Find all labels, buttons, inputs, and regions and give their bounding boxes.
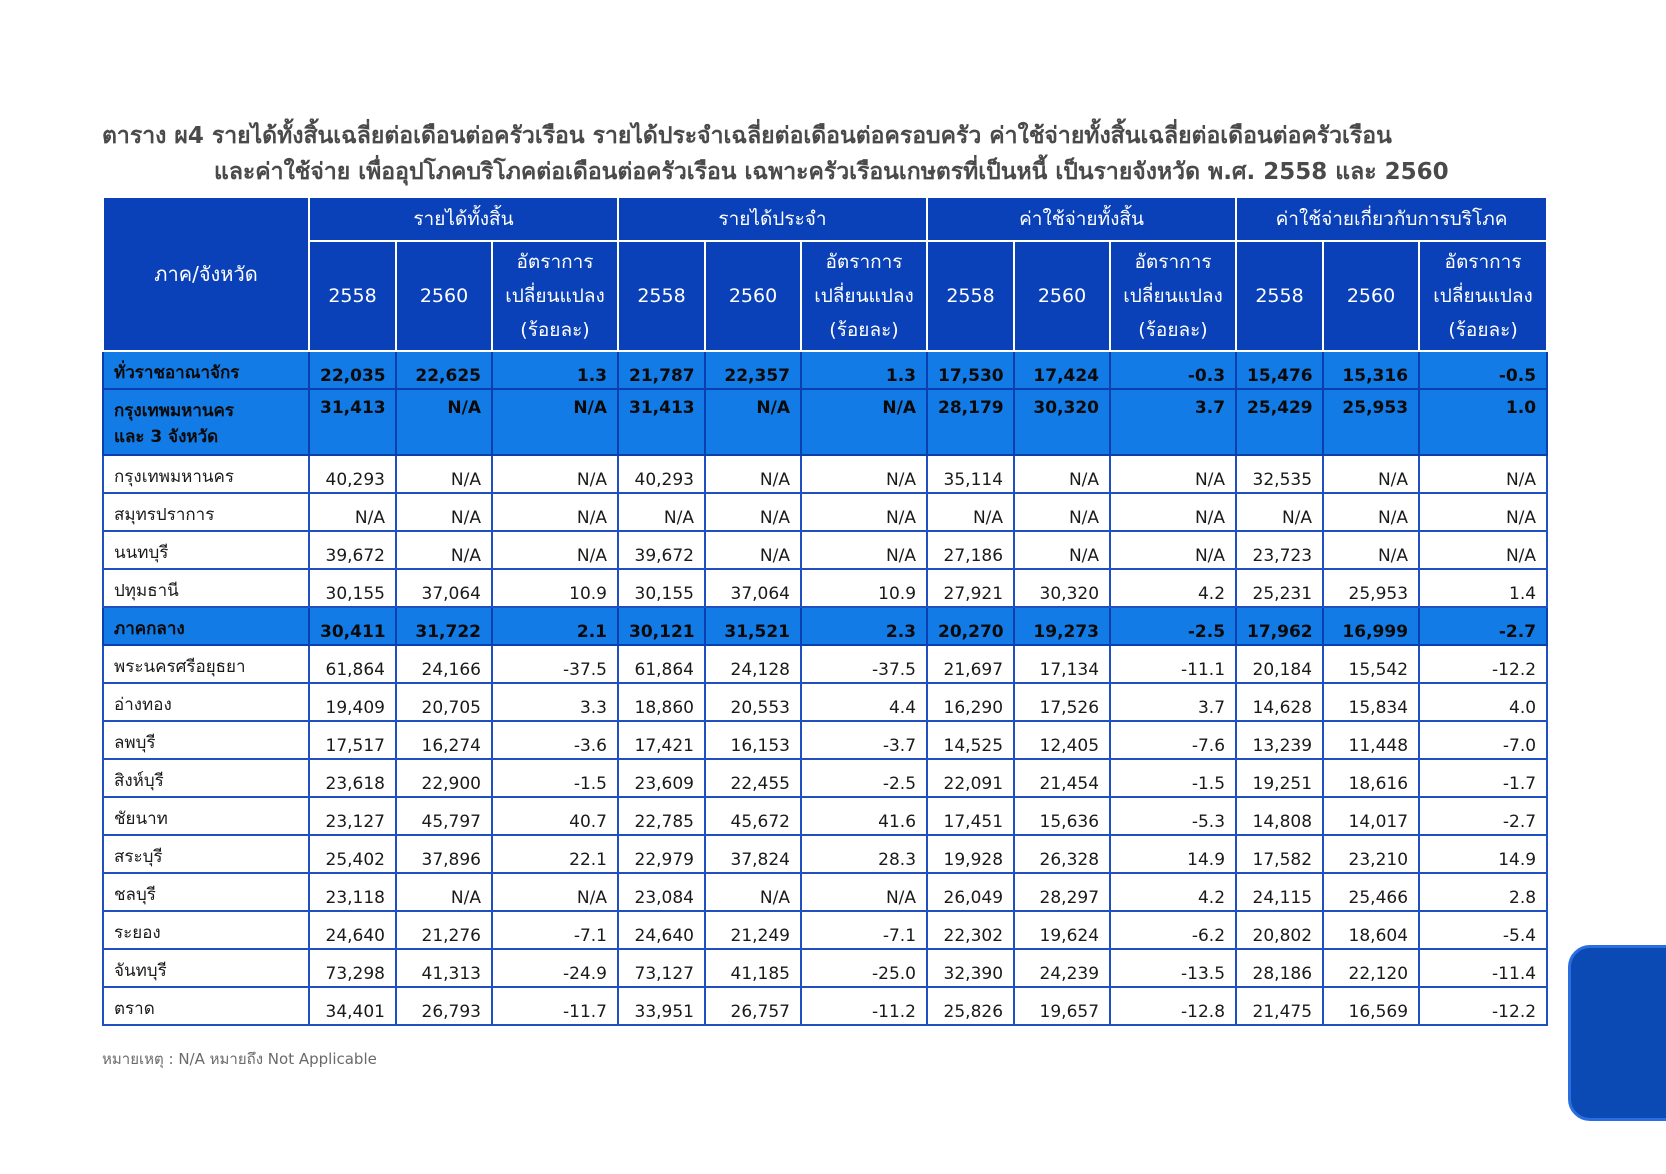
header-year-2560: 2560 — [1323, 241, 1419, 351]
row-name-text: กรุงเทพมหานคร — [114, 467, 235, 487]
province-row — [103, 873, 1547, 911]
header-year-2558: 2558 — [1236, 241, 1323, 351]
table-cell: 22,120 — [1323, 949, 1419, 987]
header-group-total-expense: ค่าใช้จ่ายทั้งสิ้น — [927, 197, 1236, 241]
table-cell: 25,826 — [927, 987, 1014, 1025]
table-cell: N/A — [705, 493, 801, 531]
table-cell: N/A — [396, 531, 492, 569]
table-cell: 4.2 — [1110, 569, 1236, 607]
table-title-line1: ตาราง ผ4 รายได้ทั้งสิ้นเฉลี่ยต่อเดือนต่อครัวเรือน รายได้ประจำเฉลี่ยต่อเดือนต่อครอบครัว ค่าใช้จ่ายทั้งสิ้นเฉลี่ยต่อเดือนต่อครัวเรือน — [102, 123, 1392, 149]
table-cell: N/A — [396, 389, 492, 455]
table-cell: 33,951 — [618, 987, 705, 1025]
table-cell: -37.5 — [492, 645, 618, 683]
header-change-rate — [801, 241, 927, 351]
table-cell: 24,115 — [1236, 873, 1323, 911]
table-cell: -0.3 — [1110, 351, 1236, 389]
table-cell: N/A — [1014, 531, 1110, 569]
province-row — [103, 797, 1547, 835]
table-cell: 37,064 — [705, 569, 801, 607]
table-cell: 19,251 — [1236, 759, 1323, 797]
table-cell: 26,793 — [396, 987, 492, 1025]
header-change-rate-text: อัตราการ — [1444, 251, 1522, 273]
table-cell: 23,618 — [309, 759, 396, 797]
table-cell: 22,979 — [618, 835, 705, 873]
table-cell: 32,535 — [1236, 455, 1323, 493]
row-name-text: กรุงเทพมหานคร — [114, 401, 235, 421]
table-cell: N/A — [1110, 493, 1236, 531]
row-name — [103, 351, 309, 389]
table-cell: -5.3 — [1110, 797, 1236, 835]
table-cell: 20,802 — [1236, 911, 1323, 949]
table-cell: 73,127 — [618, 949, 705, 987]
table-cell: N/A — [801, 455, 927, 493]
table-cell: -0.5 — [1419, 351, 1547, 389]
province-row — [103, 721, 1547, 759]
header-year-2558: 2558 — [927, 241, 1014, 351]
table-cell: N/A — [705, 389, 801, 455]
table-cell: 17,526 — [1014, 683, 1110, 721]
table-cell: -6.2 — [1110, 911, 1236, 949]
header-group-total-income: รายได้ทั้งสิ้น — [309, 197, 618, 241]
table-cell: -1.5 — [1110, 759, 1236, 797]
header-region: ภาค/จังหวัด — [103, 197, 309, 351]
table-cell: 18,604 — [1323, 911, 1419, 949]
table-cell: N/A — [1419, 455, 1547, 493]
row-name-text: พระนครศรีอยุธยา — [114, 657, 246, 677]
row-name — [103, 683, 309, 721]
table-cell: N/A — [1110, 455, 1236, 493]
table-cell: 20,553 — [705, 683, 801, 721]
table-cell: 20,270 — [927, 607, 1014, 645]
row-name — [103, 987, 309, 1025]
table-cell: 26,328 — [1014, 835, 1110, 873]
table-cell: 20,184 — [1236, 645, 1323, 683]
table-cell: N/A — [492, 389, 618, 455]
table-cell: 22.1 — [492, 835, 618, 873]
table-cell: 26,049 — [927, 873, 1014, 911]
table-cell: 23,118 — [309, 873, 396, 911]
table-cell: 17,530 — [927, 351, 1014, 389]
table-cell: N/A — [1419, 493, 1547, 531]
table-cell: N/A — [492, 873, 618, 911]
table-cell: 39,672 — [309, 531, 396, 569]
table-cell: 14.9 — [1419, 835, 1547, 873]
row-name-text: ลพบุรี — [114, 733, 156, 753]
region-row — [103, 351, 1547, 389]
row-name-text: ปทุมธานี — [114, 581, 179, 601]
table-cell: 10.9 — [801, 569, 927, 607]
table-cell: 14,808 — [1236, 797, 1323, 835]
table-cell: 10.9 — [492, 569, 618, 607]
header-year-2560: 2560 — [396, 241, 492, 351]
table-cell: 34,401 — [309, 987, 396, 1025]
table-cell: 41,185 — [705, 949, 801, 987]
table-cell: N/A — [1323, 531, 1419, 569]
table-cell: 21,276 — [396, 911, 492, 949]
header-change-rate — [492, 241, 618, 351]
table-cell: 14,628 — [1236, 683, 1323, 721]
row-name — [103, 797, 309, 835]
table-cell: 25,953 — [1323, 389, 1419, 455]
table-cell: N/A — [1323, 455, 1419, 493]
row-name — [103, 531, 309, 569]
row-name-text: ภาคกลาง — [114, 619, 185, 639]
table-cell: 25,402 — [309, 835, 396, 873]
table-cell: -3.7 — [801, 721, 927, 759]
table-cell: 19,409 — [309, 683, 396, 721]
table-cell: 18,860 — [618, 683, 705, 721]
table-cell: 28,297 — [1014, 873, 1110, 911]
header-change-rate-text: อัตราการ — [825, 251, 903, 273]
table-cell: -12.8 — [1110, 987, 1236, 1025]
row-name — [103, 389, 309, 455]
table-cell: 31,413 — [618, 389, 705, 455]
table-cell: -12.2 — [1419, 645, 1547, 683]
table-cell: -25.0 — [801, 949, 927, 987]
table-cell: -2.7 — [1419, 797, 1547, 835]
table-cell: N/A — [492, 493, 618, 531]
header-group-regular-income: รายได้ประจำ — [618, 197, 927, 241]
table-cell: N/A — [1419, 531, 1547, 569]
table-cell: 30,411 — [309, 607, 396, 645]
table-cell: 30,155 — [618, 569, 705, 607]
table-cell: 61,864 — [618, 645, 705, 683]
table-cell: 25,953 — [1323, 569, 1419, 607]
table-cell: 12,405 — [1014, 721, 1110, 759]
table-cell: N/A — [705, 455, 801, 493]
table-cell: 26,757 — [705, 987, 801, 1025]
table-cell: -11.2 — [801, 987, 927, 1025]
row-name-text: อ่างทอง — [114, 695, 172, 715]
table-cell: N/A — [1014, 455, 1110, 493]
side-tab-decoration — [1568, 945, 1666, 1121]
table-title — [102, 118, 1552, 190]
header-change-rate-text: (ร้อยละ) — [520, 319, 590, 341]
table-cell: 17,421 — [618, 721, 705, 759]
table-cell: 32,390 — [927, 949, 1014, 987]
table-cell: -7.1 — [801, 911, 927, 949]
table-cell: 15,636 — [1014, 797, 1110, 835]
table-cell: 24,640 — [618, 911, 705, 949]
table-cell: 2.3 — [801, 607, 927, 645]
row-name-text: สระบุรี — [114, 847, 163, 867]
table-cell: -7.1 — [492, 911, 618, 949]
header-change-rate-text: (ร้อยละ) — [829, 319, 899, 341]
table-cell: 45,797 — [396, 797, 492, 835]
table-cell: 25,466 — [1323, 873, 1419, 911]
table-cell: 40,293 — [618, 455, 705, 493]
table-cell: 3.3 — [492, 683, 618, 721]
table-cell: N/A — [1110, 531, 1236, 569]
table-cell: 16,999 — [1323, 607, 1419, 645]
table-cell: 28,179 — [927, 389, 1014, 455]
table-cell: 3.7 — [1110, 683, 1236, 721]
table-cell: 22,625 — [396, 351, 492, 389]
table-cell: 45,672 — [705, 797, 801, 835]
table-cell: 30,320 — [1014, 389, 1110, 455]
table-cell: 14,525 — [927, 721, 1014, 759]
table-cell: N/A — [1323, 493, 1419, 531]
table-cell: 37,824 — [705, 835, 801, 873]
table-cell: 22,302 — [927, 911, 1014, 949]
table-cell: -13.5 — [1110, 949, 1236, 987]
table-cell: -2.5 — [801, 759, 927, 797]
table-cell: N/A — [396, 455, 492, 493]
table-cell: 22,785 — [618, 797, 705, 835]
table-cell: 25,429 — [1236, 389, 1323, 455]
table-cell: 37,064 — [396, 569, 492, 607]
table-cell: 14,017 — [1323, 797, 1419, 835]
table-cell: 19,624 — [1014, 911, 1110, 949]
row-name — [103, 949, 309, 987]
row-name-text: จันทบุรี — [114, 961, 167, 981]
table-cell: 27,921 — [927, 569, 1014, 607]
row-name-text: นนทบุรี — [114, 543, 169, 563]
row-name — [103, 607, 309, 645]
table-cell: N/A — [492, 531, 618, 569]
table-cell: 3.7 — [1110, 389, 1236, 455]
province-row — [103, 911, 1547, 949]
table-cell: 16,274 — [396, 721, 492, 759]
table-cell: 16,569 — [1323, 987, 1419, 1025]
header-change-rate-text: เปลี่ยนแปลง — [814, 285, 914, 307]
row-name-text-line2: และ 3 จังหวัด — [114, 427, 219, 447]
province-row — [103, 949, 1547, 987]
row-name — [103, 835, 309, 873]
table-cell: -1.5 — [492, 759, 618, 797]
table-cell: 16,153 — [705, 721, 801, 759]
table-cell: 23,127 — [309, 797, 396, 835]
table-cell: N/A — [801, 389, 927, 455]
row-name-text: ชลบุรี — [114, 885, 156, 905]
row-name — [103, 569, 309, 607]
table-cell: 24,239 — [1014, 949, 1110, 987]
table-header — [103, 197, 1547, 351]
table-cell: 15,316 — [1323, 351, 1419, 389]
row-name — [103, 645, 309, 683]
table-cell: 31,722 — [396, 607, 492, 645]
table-cell: 11,448 — [1323, 721, 1419, 759]
table-cell: 19,273 — [1014, 607, 1110, 645]
table-cell: 37,896 — [396, 835, 492, 873]
table-cell: 22,900 — [396, 759, 492, 797]
table-cell: N/A — [1014, 493, 1110, 531]
table-cell: 20,705 — [396, 683, 492, 721]
table-cell: 23,210 — [1323, 835, 1419, 873]
table-cell: -2.5 — [1110, 607, 1236, 645]
table-cell: N/A — [801, 531, 927, 569]
table-cell: N/A — [396, 873, 492, 911]
table-cell: N/A — [492, 455, 618, 493]
table-cell: N/A — [927, 493, 1014, 531]
table-cell: 14.9 — [1110, 835, 1236, 873]
header-year-2560: 2560 — [1014, 241, 1110, 351]
table-cell: 31,413 — [309, 389, 396, 455]
row-name-text: ระยอง — [114, 923, 161, 943]
row-name — [103, 721, 309, 759]
row-name — [103, 873, 309, 911]
table-cell: 24,166 — [396, 645, 492, 683]
table-cell: N/A — [705, 531, 801, 569]
header-year-row — [103, 241, 1547, 351]
table-cell: 21,475 — [1236, 987, 1323, 1025]
table-cell: 30,121 — [618, 607, 705, 645]
table-cell: 27,186 — [927, 531, 1014, 569]
table-cell: 18,616 — [1323, 759, 1419, 797]
table-cell: 15,476 — [1236, 351, 1323, 389]
table-cell: 61,864 — [309, 645, 396, 683]
table-cell: -1.7 — [1419, 759, 1547, 797]
table-cell: N/A — [1236, 493, 1323, 531]
table-body — [103, 351, 1547, 1025]
table-cell: 1.3 — [801, 351, 927, 389]
row-name-text: ทั่วราชอาณาจักร — [114, 363, 240, 383]
table-cell: N/A — [396, 493, 492, 531]
row-name — [103, 911, 309, 949]
header-change-rate — [1110, 241, 1236, 351]
table-cell: -11.7 — [492, 987, 618, 1025]
table-cell: -7.6 — [1110, 721, 1236, 759]
table-cell: 21,787 — [618, 351, 705, 389]
header-change-rate — [1419, 241, 1547, 351]
table-cell: 23,084 — [618, 873, 705, 911]
table-cell: N/A — [705, 873, 801, 911]
table-cell: 28,186 — [1236, 949, 1323, 987]
data-table — [102, 196, 1548, 1026]
table-cell: 39,672 — [618, 531, 705, 569]
table-cell: 1.0 — [1419, 389, 1547, 455]
table-cell: -7.0 — [1419, 721, 1547, 759]
table-cell: 15,542 — [1323, 645, 1419, 683]
table-cell: 23,609 — [618, 759, 705, 797]
table-cell: -37.5 — [801, 645, 927, 683]
table-cell: 19,928 — [927, 835, 1014, 873]
table-cell: 1.4 — [1419, 569, 1547, 607]
table-cell: -5.4 — [1419, 911, 1547, 949]
header-change-rate-text: (ร้อยละ) — [1138, 319, 1208, 341]
table-cell: 41,313 — [396, 949, 492, 987]
region-row — [103, 607, 1547, 645]
table-cell: 1.3 — [492, 351, 618, 389]
table-cell: 17,134 — [1014, 645, 1110, 683]
header-change-rate-text: (ร้อยละ) — [1448, 319, 1518, 341]
region-row — [103, 389, 1547, 455]
province-row — [103, 455, 1547, 493]
table-cell: -11.1 — [1110, 645, 1236, 683]
table-cell: 4.2 — [1110, 873, 1236, 911]
province-row — [103, 569, 1547, 607]
header-change-rate-text: เปลี่ยนแปลง — [1123, 285, 1223, 307]
table-cell: 16,290 — [927, 683, 1014, 721]
table-cell: 4.4 — [801, 683, 927, 721]
table-cell: 31,521 — [705, 607, 801, 645]
province-row — [103, 645, 1547, 683]
row-name-text: สมุทรปราการ — [114, 505, 215, 525]
table-cell: 13,239 — [1236, 721, 1323, 759]
table-cell: 2.1 — [492, 607, 618, 645]
table-cell: 41.6 — [801, 797, 927, 835]
table-cell: 40.7 — [492, 797, 618, 835]
province-row — [103, 835, 1547, 873]
table-cell: 22,091 — [927, 759, 1014, 797]
header-change-rate-text: อัตราการ — [516, 251, 594, 273]
table-cell: 21,249 — [705, 911, 801, 949]
header-change-rate-text: เปลี่ยนแปลง — [505, 285, 605, 307]
table-cell: 4.0 — [1419, 683, 1547, 721]
table-title-line2: และค่าใช้จ่าย เพื่ออุปโภคบริโภคต่อเดือนต่อครัวเรือน เฉพาะครัวเรือนเกษตรที่เป็นหนี้ เป็นรายจังหวัด พ.ศ. 2558 และ 2560 — [214, 159, 1449, 185]
province-row — [103, 683, 1547, 721]
table-cell: N/A — [618, 493, 705, 531]
table-cell: 15,834 — [1323, 683, 1419, 721]
table-cell: -12.2 — [1419, 987, 1547, 1025]
province-row — [103, 531, 1547, 569]
table-cell: 2.8 — [1419, 873, 1547, 911]
header-year-2560: 2560 — [705, 241, 801, 351]
table-cell: 22,455 — [705, 759, 801, 797]
table-cell: 22,035 — [309, 351, 396, 389]
table-cell: 28.3 — [801, 835, 927, 873]
table-cell: -24.9 — [492, 949, 618, 987]
province-row — [103, 987, 1547, 1025]
table-cell: 24,640 — [309, 911, 396, 949]
header-year-2558: 2558 — [618, 241, 705, 351]
footnote: หมายเหตุ : N/A หมายถึง Not Applicable — [102, 1050, 377, 1068]
table-cell: 25,231 — [1236, 569, 1323, 607]
table-cell: 23,723 — [1236, 531, 1323, 569]
header-change-rate-text: เปลี่ยนแปลง — [1433, 285, 1533, 307]
table-cell: -2.7 — [1419, 607, 1547, 645]
row-name-text: ตราด — [114, 999, 155, 1019]
header-change-rate-text: อัตราการ — [1134, 251, 1212, 273]
table-cell: N/A — [309, 493, 396, 531]
table-cell: 17,962 — [1236, 607, 1323, 645]
province-row — [103, 759, 1547, 797]
row-name-text: สิงห์บุรี — [114, 771, 164, 791]
table-cell: 22,357 — [705, 351, 801, 389]
row-name-text: ชัยนาท — [114, 809, 168, 829]
table-cell: 40,293 — [309, 455, 396, 493]
header-year-2558: 2558 — [309, 241, 396, 351]
table-cell: 73,298 — [309, 949, 396, 987]
header-group-consumption-expense: ค่าใช้จ่ายเกี่ยวกับการบริโภค — [1236, 197, 1547, 241]
table-cell: 17,517 — [309, 721, 396, 759]
row-name — [103, 493, 309, 531]
province-row — [103, 493, 1547, 531]
table-cell: 19,657 — [1014, 987, 1110, 1025]
table-cell: N/A — [801, 873, 927, 911]
table-cell: 35,114 — [927, 455, 1014, 493]
table-cell: -11.4 — [1419, 949, 1547, 987]
table-cell: -3.6 — [492, 721, 618, 759]
table-cell: 30,320 — [1014, 569, 1110, 607]
row-name — [103, 455, 309, 493]
table-cell: 24,128 — [705, 645, 801, 683]
table-cell: N/A — [801, 493, 927, 531]
table-cell: 17,451 — [927, 797, 1014, 835]
row-name — [103, 759, 309, 797]
table-cell: 17,424 — [1014, 351, 1110, 389]
table-cell: 17,582 — [1236, 835, 1323, 873]
table-cell: 30,155 — [309, 569, 396, 607]
table-cell: 21,697 — [927, 645, 1014, 683]
table-cell: 21,454 — [1014, 759, 1110, 797]
